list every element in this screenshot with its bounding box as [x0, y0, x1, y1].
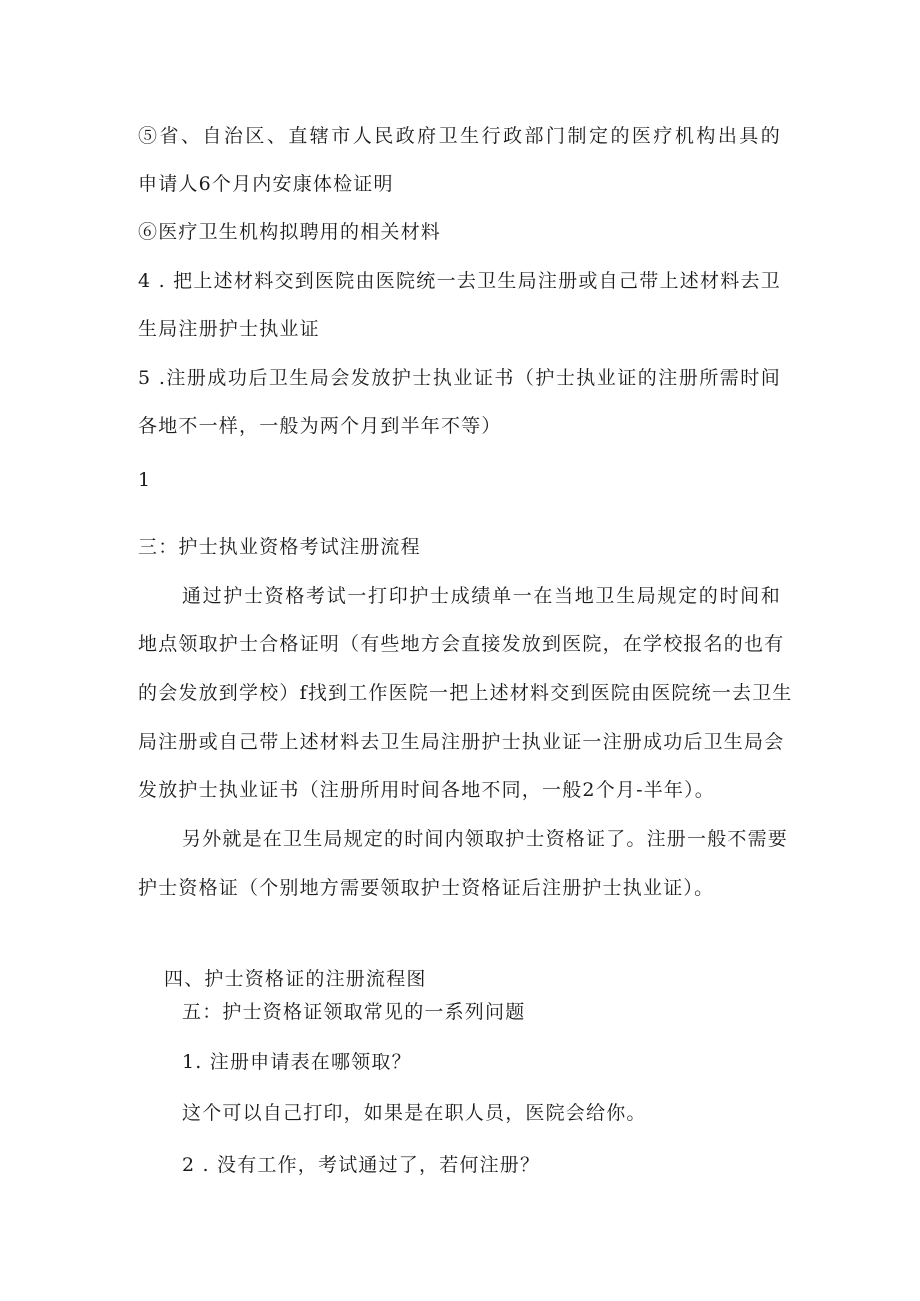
- section3-para1-line2: 地点领取护士合格证明（有些地方会直接发放到医院，在学校报名的也有: [138, 633, 785, 655]
- step5-line1: 5 .注册成功后卫生局会发放护士执业证书（护士执业证的注册所需时间: [138, 367, 781, 389]
- section3-para1-line1: 通过护士资格考试一打印护士成绩单一在当地卫生局规定的时间和: [182, 585, 781, 607]
- section3-para1-line5: 发放护士执业证书（注册所用时间各地不同，一般2个月-半年）。: [138, 779, 716, 801]
- section3-heading: 三：护士执业资格考试注册流程: [138, 536, 421, 558]
- section3-para2-line1: 另外就是在卫生局规定的时间内领取护士资格证了。注册一般不需要: [182, 828, 789, 850]
- section4-heading: 四、护士资格证的注册流程图: [164, 968, 427, 990]
- section3-para1-line3: 的会发放到学校）f找到工作医院一把上述材料交到医院由医院统一去卫生: [138, 682, 793, 704]
- page-number: 1: [138, 469, 152, 491]
- step5-line2: 各地不一样，一般为两个月到半年不等）: [138, 415, 502, 437]
- question-2: 2 . 没有工作，考试通过了，若何注册？: [182, 1154, 541, 1176]
- section5-heading: 五：护士资格证领取常见的一系列问题: [182, 1001, 526, 1023]
- section3-para2-line2: 护士资格证（个别地方需要领取护士资格证后注册护士执业证）。: [138, 877, 715, 899]
- step4-line2: 生局注册护士执业证: [138, 318, 320, 340]
- answer-1: 这个可以自己打印，如果是在职人员，医院会给你。: [182, 1102, 647, 1124]
- item5-line2: 申请人6个月内安康体检证明: [138, 173, 394, 195]
- step4-line1: 4 . 把上述材料交到医院由医院统一去卫生局注册或自己带上述材料去卫: [138, 270, 781, 292]
- section3-para1-line4: 局注册或自己带上述材料去卫生局注册护士执业证一注册成功后卫生局会: [138, 731, 785, 753]
- item6-line: ⑥医疗卫生机构拟聘用的相关材料: [138, 221, 442, 243]
- question-1: 1. 注册申请表在哪领取？: [182, 1051, 412, 1073]
- item5-line1: ⑤省、自治区、直辖市人民政府卫生行政部门制定的医疗机构出具的: [138, 125, 781, 147]
